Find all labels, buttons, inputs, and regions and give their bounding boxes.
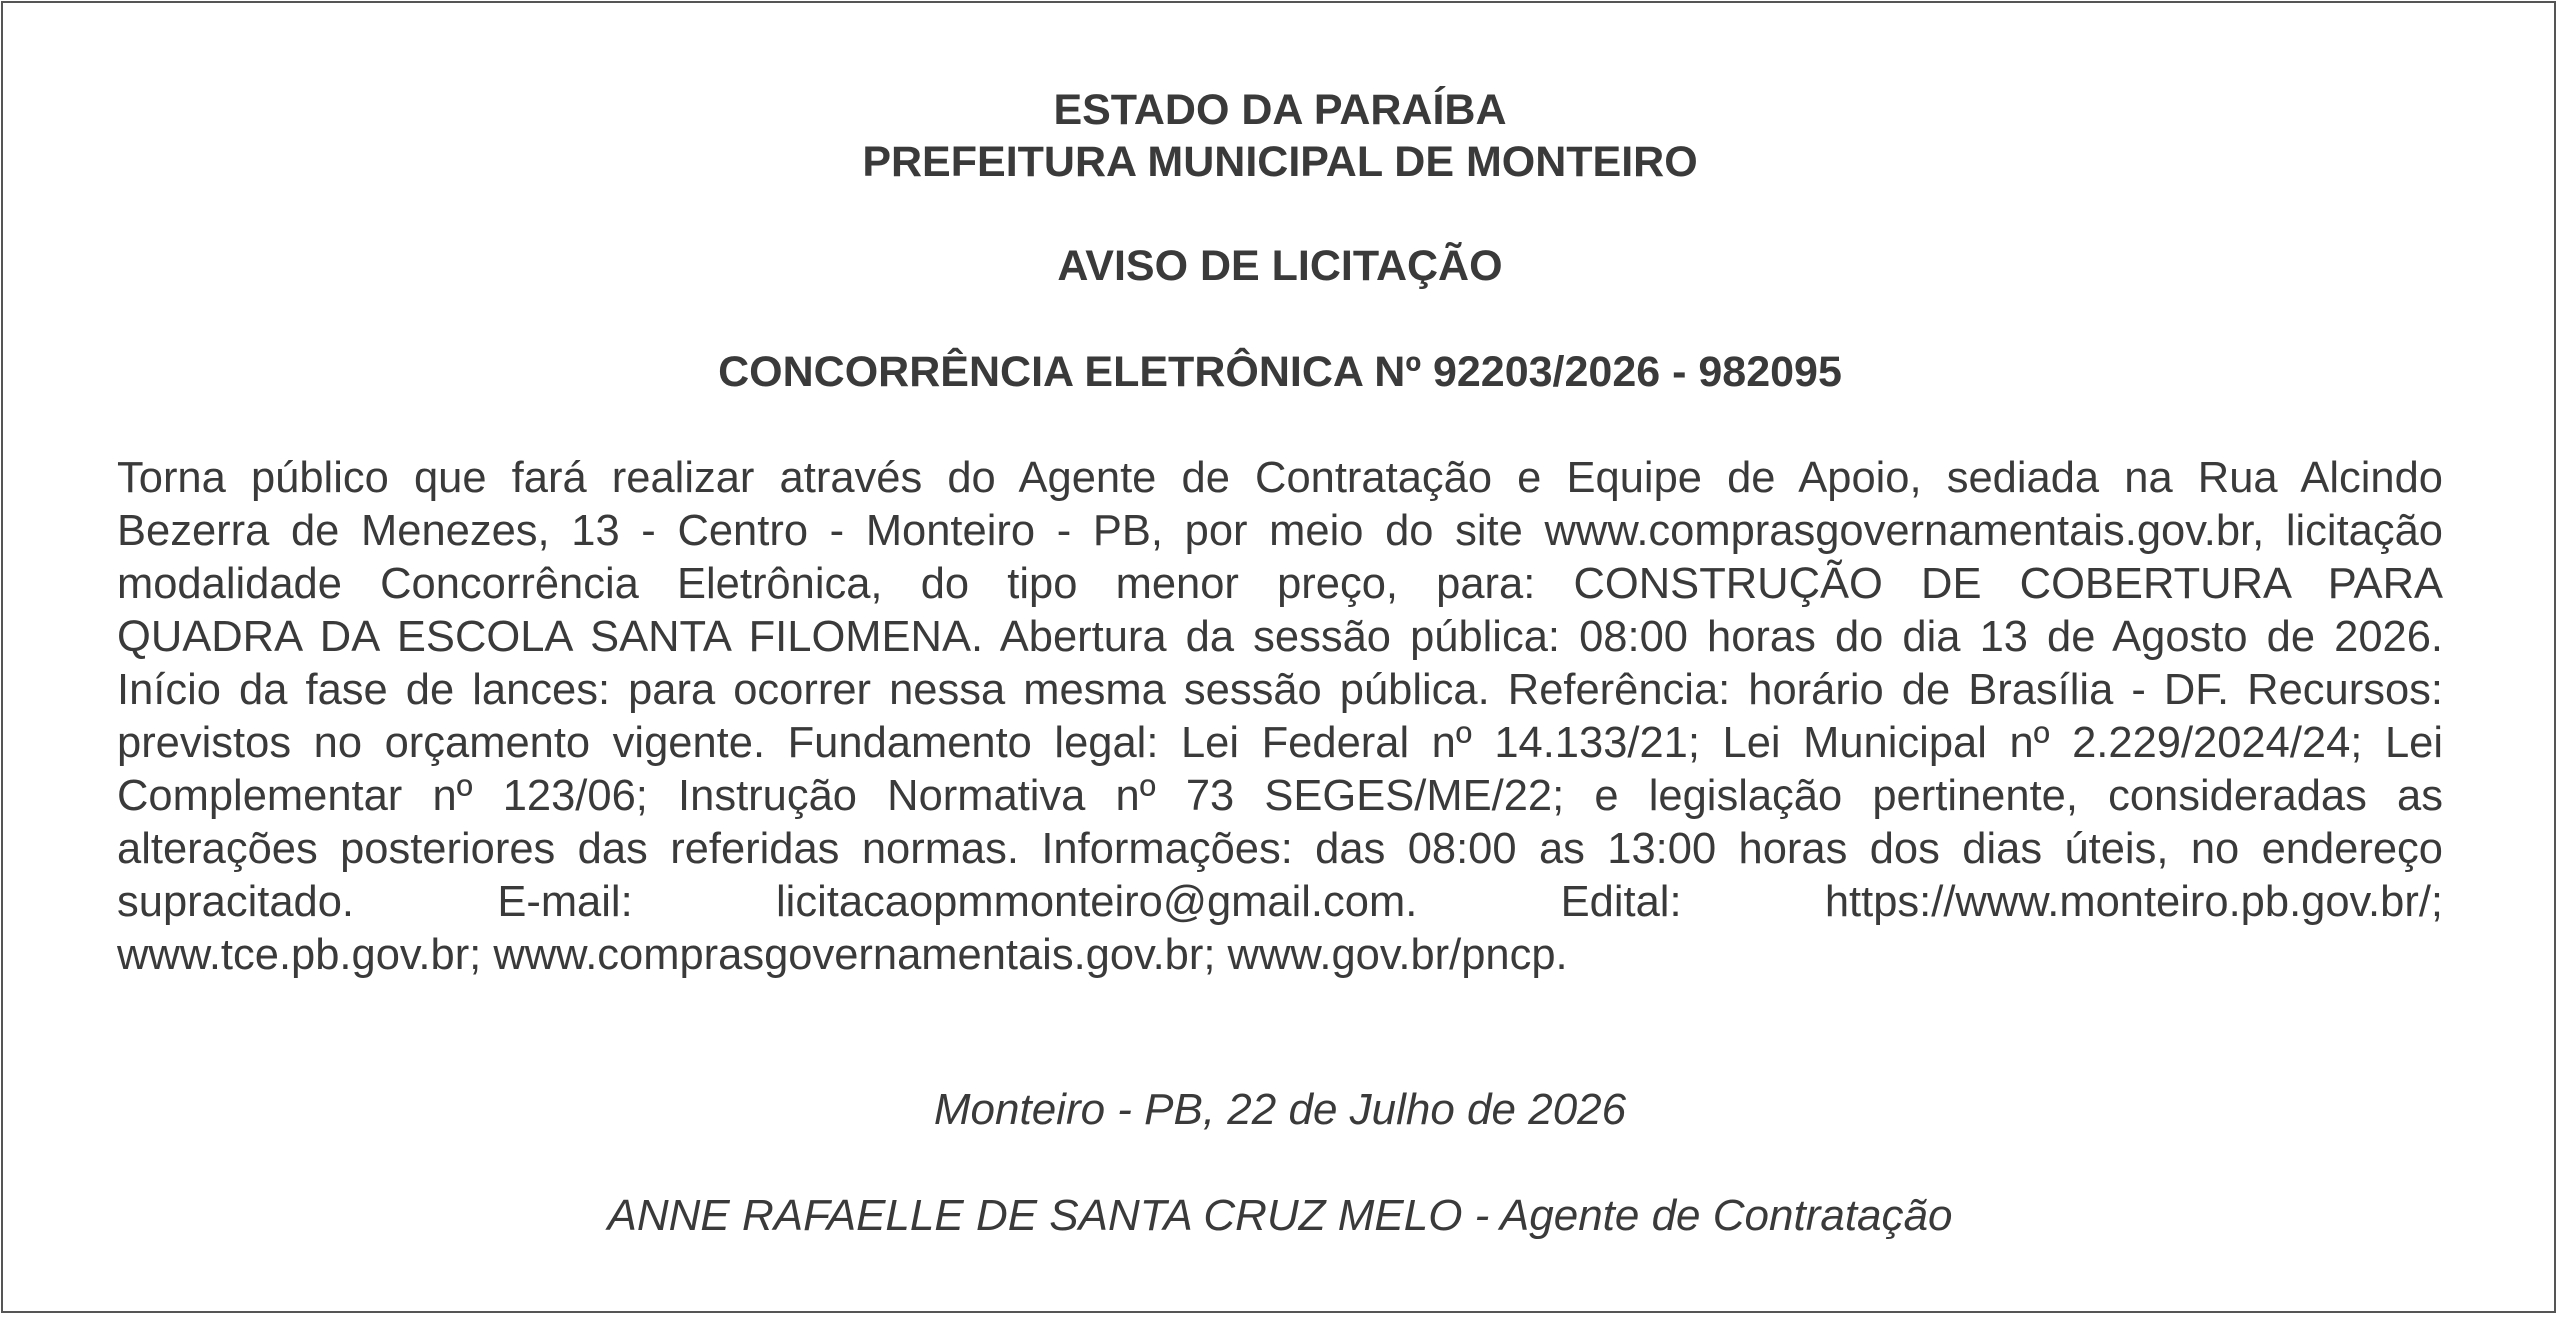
bid-title: CONCORRÊNCIA ELETRÔNICA Nº 92203/2026 - 982095 [718,348,1842,396]
notice-body [117,452,2443,982]
prefecture-heading: PREFEITURA MUNICIPAL DE MONTEIRO [862,138,1698,186]
body-line: alterações posteriores das referidas normas. Informações: das 08:00 as 13:00 horas dos dias úteis, no endereço [117,825,2443,873]
signature-line: ANNE RAFAELLE DE SANTA CRUZ MELO - Agente de Contratação [607,1191,1953,1240]
state-heading: ESTADO DA PARAÍBA [1053,86,1507,134]
notice-title: AVISO DE LICITAÇÃO [1057,242,1503,290]
date-line: Monteiro - PB, 22 de Julho de 2026 [933,1085,1627,1134]
body-line: modalidade Concorrência Eletrônica, do tipo menor preço, para: CONSTRUÇÃO DE COBERTURA PARA [117,560,2443,608]
body-line: supracitado. E-mail: licitacaopmmonteiro@gmail.com. Edital: https://www.monteiro.pb.gov.br/; [117,878,2443,926]
body-line: QUADRA DA ESCOLA SANTA FILOMENA. Abertura da sessão pública: 08:00 horas do dia 13 de Agosto de 2026. [117,613,2443,661]
body-line: Bezerra de Menezes, 13 - Centro - Monteiro - PB, por meio do site www.comprasgovernamentais.gov.br, licitação [117,507,2443,555]
body-line: Torna público que fará realizar através do Agente de Contratação e Equipe de Apoio, sediada na Rua Alcindo [117,454,2443,502]
body-line: previstos no orçamento vigente. Fundamento legal: Lei Federal nº 14.133/21; Lei Municipal nº 2.229/2024/24; Lei [117,719,2443,767]
body-line: Complementar nº 123/06; Instrução Normativa nº 73 SEGES/ME/22; e legislação pertinente, consideradas as [117,772,2443,820]
body-line: www.tce.pb.gov.br; www.comprasgovernamentais.gov.br; www.gov.br/pncp. [117,931,1568,979]
body-line: Início da fase de lances: para ocorrer nessa mesma sessão pública. Referência: horário de Brasília - DF. Recursos: [117,666,2443,714]
